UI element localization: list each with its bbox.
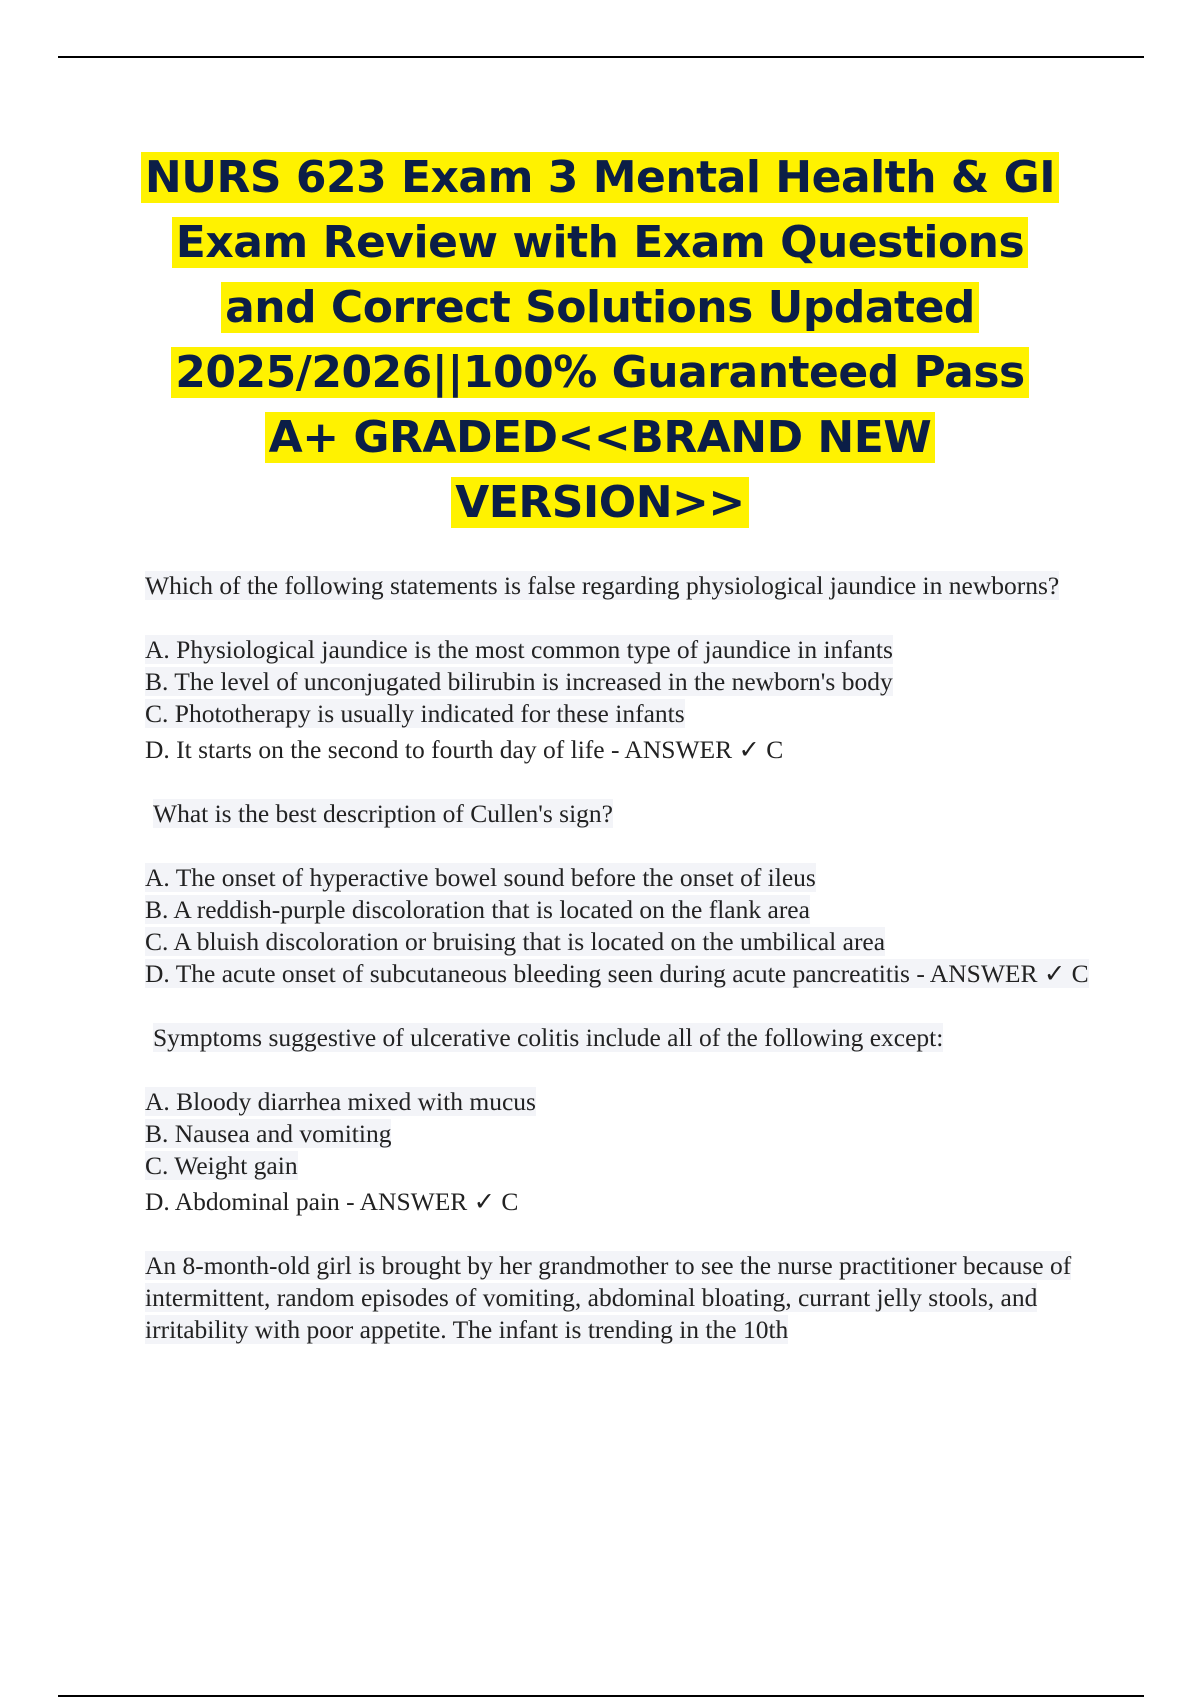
question-text: Symptoms suggestive of ulcerative colitis include all of the following except: — [153, 1023, 944, 1052]
header-rule — [58, 56, 1144, 58]
question-block — [145, 570, 1095, 766]
answer-option: C. A bluish discoloration or bruising that is located on the umbilical area — [145, 927, 886, 956]
question-text: Which of the following statements is false regarding physiological jaundice in newborns? — [145, 571, 1060, 600]
question-block — [145, 798, 1095, 990]
answer-option: C. Phototherapy is usually indicated for these infants — [145, 699, 685, 728]
questions-list — [145, 570, 1095, 1378]
title-line: and Correct Solutions Updated — [221, 282, 979, 333]
document-title — [100, 145, 1100, 535]
answer-options — [145, 1086, 1095, 1218]
answer-option: B. A reddish-purple discoloration that is located on the flank area — [145, 895, 810, 924]
title-line: NURS 623 Exam 3 Mental Health & GI — [141, 152, 1059, 203]
answer-option: A. Bloody diarrhea mixed with mucus — [145, 1087, 536, 1116]
answer-option: D. It starts on the second to fourth day of life - ANSWER ✓ C — [145, 735, 784, 764]
answer-option: D. The acute onset of subcutaneous bleeding seen during acute pancreatitis - ANSWER ✓ C — [145, 959, 1089, 988]
title-line: A+ GRADED<<BRAND NEW — [265, 412, 936, 463]
answer-option: C. Weight gain — [145, 1151, 298, 1180]
answer-option: B. Nausea and vomiting — [145, 1119, 392, 1148]
question-block — [145, 1022, 1095, 1218]
answer-options — [145, 862, 1095, 990]
question-block — [145, 1250, 1095, 1346]
question-text: An 8-month-old girl is brought by her grandmother to see the nurse practitioner because of intermittent, random episodes of vomiting, abdominal bloating, currant jelly stools, and irritability with poor appetite. The infant is trending in the 10th — [145, 1251, 1072, 1344]
answer-option: A. Physiological jaundice is the most common type of jaundice in infants — [145, 635, 893, 664]
title-line: Exam Review with Exam Questions — [172, 217, 1028, 268]
title-line: VERSION>> — [451, 477, 749, 528]
answer-option: D. Abdominal pain - ANSWER ✓ C — [145, 1187, 519, 1216]
question-text: What is the best description of Cullen's sign? — [153, 799, 613, 828]
title-line: 2025/2026||100% Guaranteed Pass — [171, 347, 1028, 398]
answer-options — [145, 634, 1095, 766]
footer-rule — [58, 1695, 1144, 1697]
answer-option: B. The level of unconjugated bilirubin is increased in the newborn's body — [145, 667, 893, 696]
answer-option: A. The onset of hyperactive bowel sound before the onset of ileus — [145, 863, 816, 892]
